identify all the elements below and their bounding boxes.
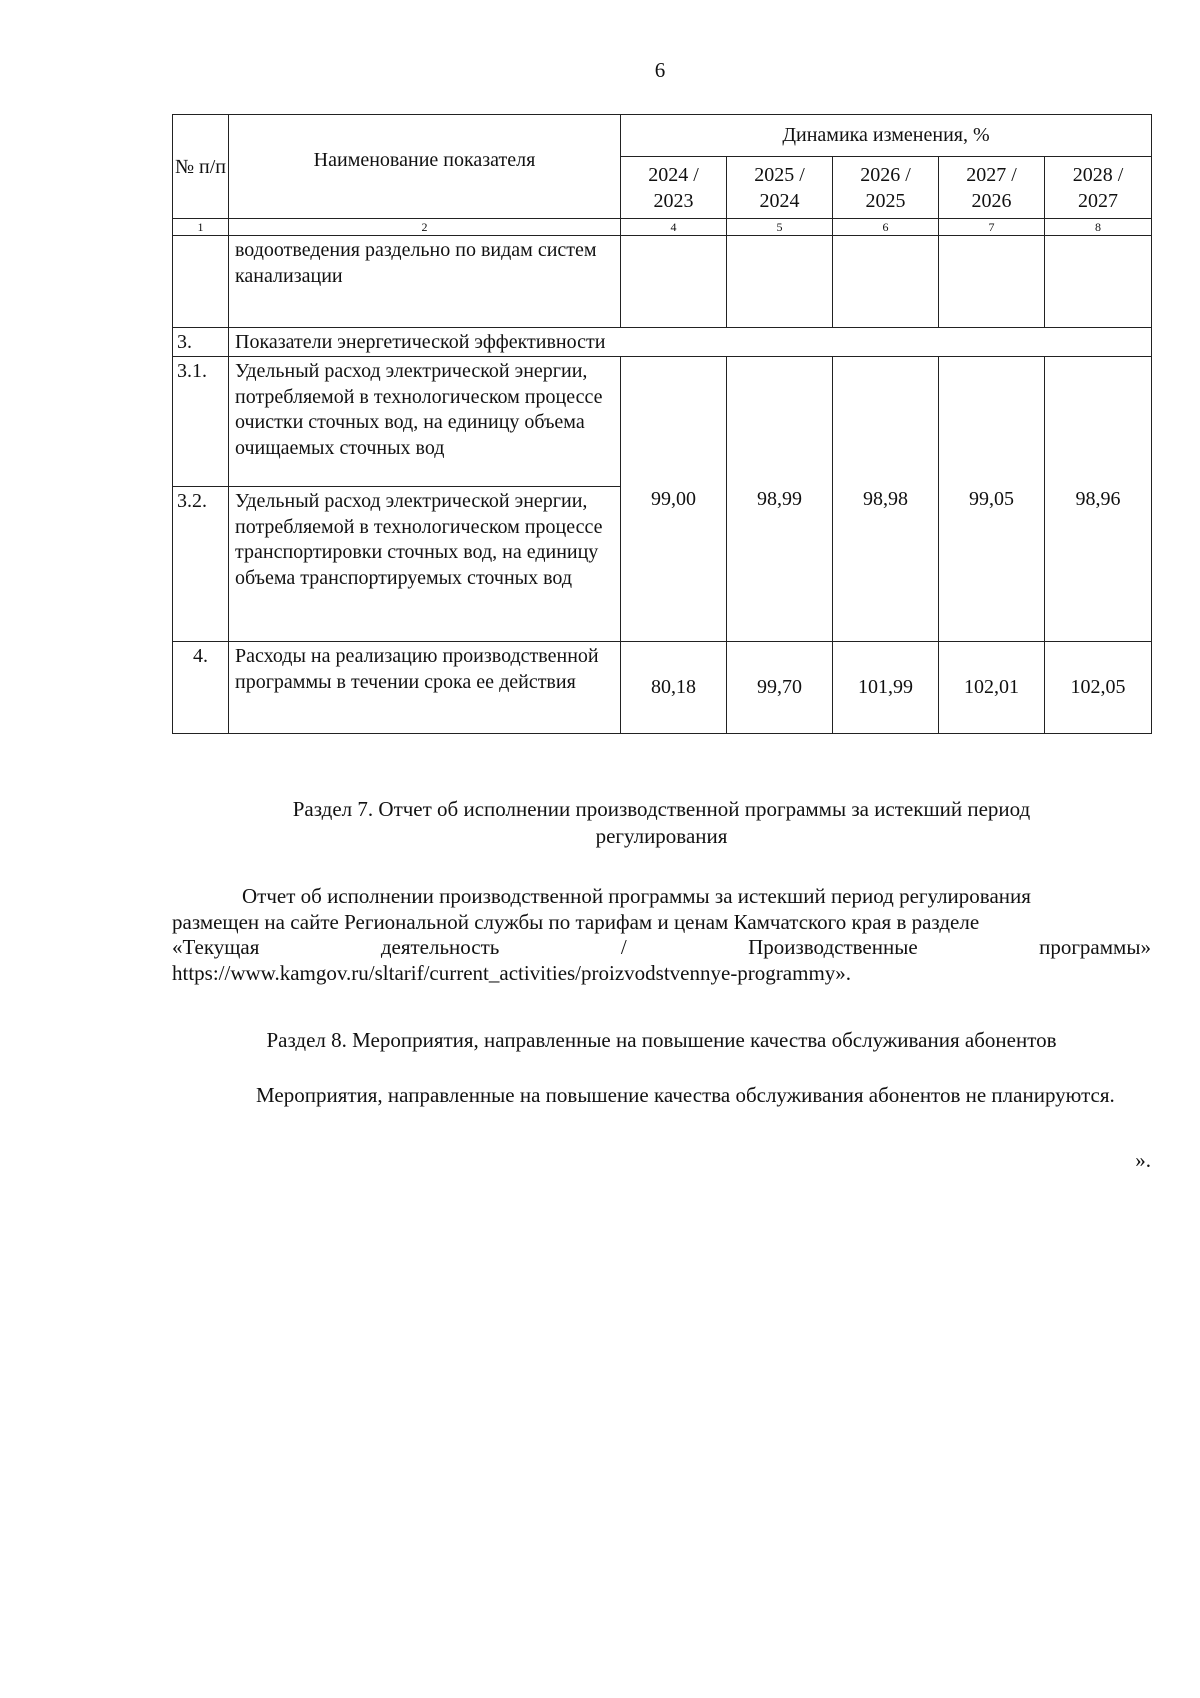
row-number: 3.1.: [173, 357, 229, 487]
row-number: 4.: [173, 642, 229, 734]
column-number: 5: [727, 219, 833, 236]
url-text: https://www.kamgov.ru/sltarif/current_activities/proizvodstvennye-programmy».: [172, 960, 852, 985]
header-year: 2027 / 2026: [939, 157, 1045, 219]
closing-quote: ».: [1135, 1148, 1151, 1172]
header-name: Наименование показателя: [229, 115, 621, 219]
column-number: 1: [173, 219, 229, 236]
table-row: [173, 236, 1152, 328]
section-7-title: Раздел 7. Отчет об исполнении производственной программы за истекший период регулирования: [292, 797, 1031, 848]
table-row: [173, 642, 1152, 734]
header-year: 2024 / 2023: [621, 157, 727, 219]
row-name: Удельный расход электрической энергии, потребляемой в технологическом процессе очистки сточных вод, на единицу объема очищаемых сточных вод: [229, 357, 621, 487]
value-cell: 80,18: [621, 642, 727, 734]
value-cell: 98,99: [727, 357, 833, 642]
value-cell: 99,05: [939, 357, 1045, 642]
column-number: 7: [939, 219, 1045, 236]
value-cell: 98,98: [833, 357, 939, 642]
table-row: [173, 357, 1152, 487]
header-no: № п/п: [173, 115, 229, 219]
value-cell: 101,99: [833, 642, 939, 734]
row-name: Удельный расход электрической энергии, потребляемой в технологическом процессе транспортировки сточных вод, на единицу объема транспортируемых сточных вод: [229, 487, 621, 642]
row-number: 3.2.: [173, 487, 229, 642]
column-number: 2: [229, 219, 621, 236]
value-cell: 98,96: [1045, 357, 1152, 642]
column-number: 4: [621, 219, 727, 236]
section-8-paragraph: Мероприятия, направленные на повышение качества обслуживания абонентов не планируются.: [256, 1083, 1115, 1107]
header-year: 2028 / 2027: [1045, 157, 1152, 219]
value-cell: 102,05: [1045, 642, 1152, 734]
spread-line: «Текущая деятельность / Производственные программы»: [172, 935, 1151, 959]
header-dynamics: Динамика изменения, %: [621, 115, 1152, 157]
row-number: 3.: [173, 328, 229, 357]
indicators-table: [172, 114, 1152, 734]
header-year: 2026 / 2025: [833, 157, 939, 219]
column-number: 6: [833, 219, 939, 236]
table-row: [173, 328, 1152, 357]
value-cell: 102,01: [939, 642, 1045, 734]
column-number: 8: [1045, 219, 1152, 236]
row-name: Показатели энергетической эффективности: [229, 328, 1152, 357]
header-year: 2025 / 2024: [727, 157, 833, 219]
section-7-paragraph: Отчет об исполнении производственной программы за истекший период регулирования размещен на сайте Региональной службы по тарифам и ценам Камчатского края в разделе «Текущая деятельность / Производственные программы» https://www.kamgov.ru/sltarif/current_activities/proizvodstvennye-programmy».: [172, 884, 1151, 985]
row-name: Расходы на реализацию производственной программы в течении срока ее действия: [229, 642, 621, 734]
row-name: водоотведения раздельно по видам систем канализации: [229, 236, 621, 328]
value-cell: 99,00: [621, 357, 727, 642]
column-number-row: [173, 219, 1152, 236]
value-cell: 99,70: [727, 642, 833, 734]
section-8-title: Раздел 8. Мероприятия, направленные на повышение качества обслуживания абонентов: [266, 1028, 1057, 1052]
page-number: 6: [654, 58, 666, 82]
